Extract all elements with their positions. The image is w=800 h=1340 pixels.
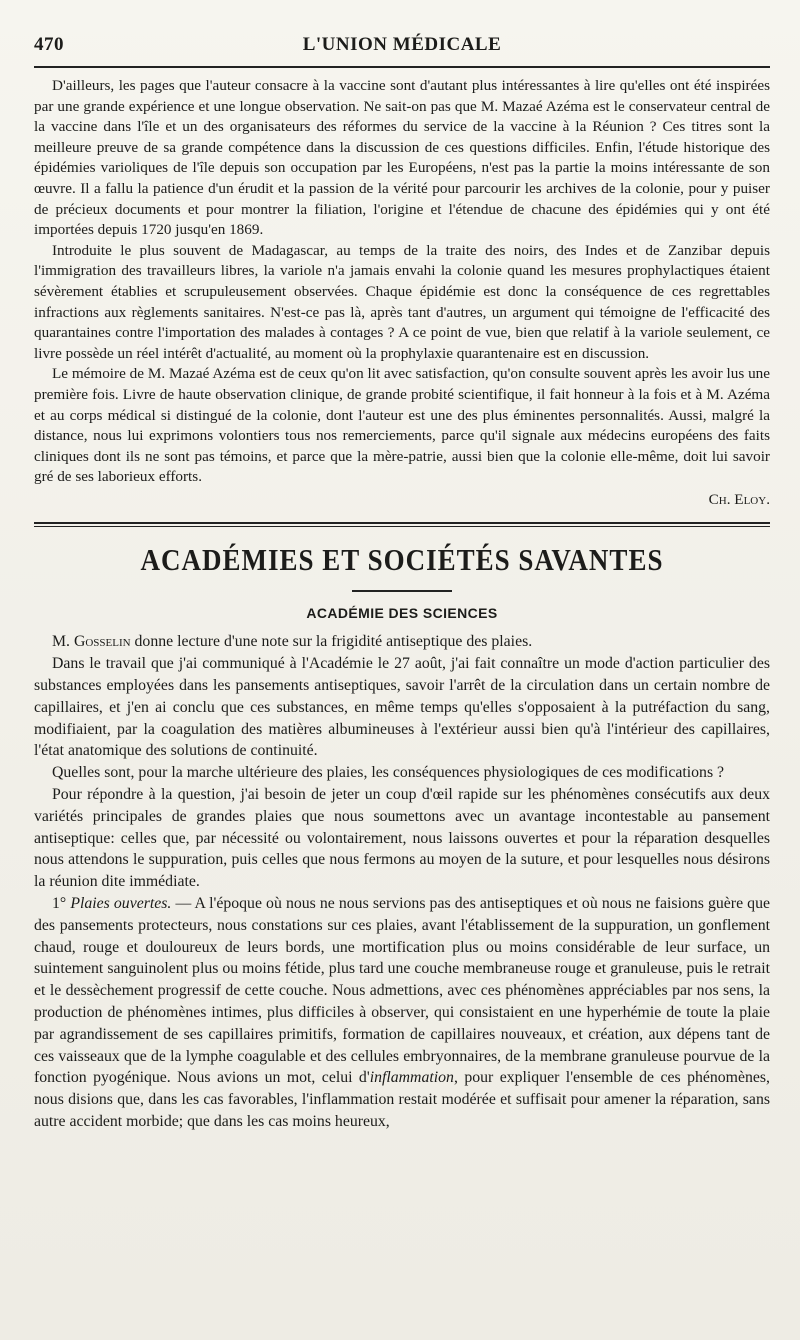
- item-heading: Plaies ouvertes.: [70, 895, 172, 913]
- title-underline: [352, 590, 452, 592]
- review-signature: Ch. Eloy.: [708, 490, 770, 508]
- review-paragraph-2: Introduite le plus souvent de Madagascar, au temps de la traite des noirs, des Indes et de Zanzibar depuis l'immigration des travailleurs libres, la variole n'a jamais envahi la colonie quand les mesures prophylactiques étaient sévèrement établies et scrupuleusement observées. Chaque épidémie est donc la conséquence de ces regrettables infractions aux règlements sanitaires. N'est-ce pas là, après tant d'autres, un argument qui témoigne de l'efficacité des quarantaines contre l'importation des malades à contages ? A ce point de vue, bien que relatif à la variole seulement, ce livre possède un réel intérêt d'actualité, au moment où la prophylaxie quarantenaire est en discussion.: [34, 241, 770, 362]
- subsection-title: ACADÉMIE DES SCIENCES: [306, 605, 498, 622]
- article-paragraph-4: Pour répondre à la question, j'ai besoin de jeter un coup d'œil rapide sur les phénomènes consécutifs aux deux variétés principales de grandes plaies que nous soumettons avec un avantage incontestable au pansement antiseptique: celles que, par nécessité ou volontairement, nous laissons ouvertes et pour la réparation desquelles nous attendons le suppuration, puis celles que nous fermons au moyen de la suture, et pour lesquelles nous désirons la réunion dite immédiate.: [34, 786, 770, 891]
- page-number: 470: [34, 34, 64, 55]
- section-divider-bottom: [34, 526, 770, 527]
- header-rule: [34, 66, 770, 68]
- review-paragraph-1: D'ailleurs, les pages que l'auteur consacre à la vaccine sont d'autant plus intéressantes à lire qu'elles ont été inspirées par une grande expérience et une longue observation. Ne sait-on pas que M. Mazaé Azéma est le conservateur central de la vaccine dans l'île et un des organisateurs des réformes du service de la vaccine à la Réunion ? Ces titres sont la meilleure preuve de sa grande compétence dans la discussion de ces questions difficiles. Enfin, l'étude historique des épidémies varioliques de l'île depuis son occupation par les Européens, n'est pas la partie la moins intéressante de son œuvre. Il a fallu la patience d'un érudit et la passion de la vérité pour parcourir les archives de la colonie, pour y puiser de précieux documents et pour montrer la filiation, l'origine et l'étendue de chacune des épidémies qui y ont été importées depuis 1720 jusqu'en 1869.: [34, 77, 770, 239]
- journal-title: L'UNION MÉDICALE: [302, 34, 502, 55]
- review-paragraph-3: Le mémoire de M. Mazaé Azéma est de ceux qu'on lit avec satisfaction, qu'on consulte souvent après les avoir lus une première fois. Livre de haute observation clinique, de grande probité scientifique, il fait honneur à la fois et à M. Azéma et au corps médical si distingué de la colonie, dont l'auteur est une des plus éminentes personnalités. Aussi, malgré la distance, nous lui exprimons volontiers tous nos remerciements, parce qu'il signale aux médecins européens des faits cliniques dont ils ne sont pas témoins, et parce que la mère-patrie, aussi bien que la colonie elle-même, doit lui savoir gré de ses laborieux efforts.: [34, 365, 770, 486]
- article-paragraph-2: Dans le travail que j'ai communiqué à l'Académie le 27 août, j'ai fait connaître un mode d'action particulier des substances employées dans les pansements antiseptiques, savoir l'arrêt de la circulation dans un certain nombre de capillaires, et j'en ai conclu que ces substances, en même temps qu'elles s'opposaient à la putréfaction du sang, modifiaient, par la coagulation des matières albumineuses à l'extérieur aussi bien qu'à l'intérieur des capillaires, l'état anatomique des solutions de continuité.: [34, 655, 770, 760]
- italic-term: inflammation: [369, 1069, 454, 1087]
- item-number: 1°: [52, 895, 71, 913]
- article-paragraph-5-text-a: — A l'époque où nous ne nous servions pas des antiseptiques et où nous ne faisions guère que des pansements protecteurs, nous constations sur ces plaies, avant l'établissement de la suppuration, un gonflement chaud, rouge et douloureux de leurs bords, une mortification plus ou moins considérable de leur surface, un suintement sanguinolent plus ou moins fétide, plus tard une couche membraneuse rouge et granuleuse, puis le retrait et le dessèchement progressif de cette couche. Nous admettions, avec ces phénomènes appréciables par nos sens, la production de phénomènes intimes, plus difficiles à observer, qui consistaient en une hyperhémie de toute la plaie par agrandissement de ses capillaires primitifs, formation de capillaires nouveaux, et création, aux dépens tant de ces vaisseaux que de la lymphe coagulable et des cellules embryonnaires, de la membrane granuleuse pourvue de la fonction pyogénique. Nous avions un mot, celui d': [34, 895, 770, 1087]
- article-paragraph-1-text: donne lecture d'une note sur la frigidité antiseptique des plaies.: [130, 633, 533, 651]
- book-review: [34, 76, 770, 488]
- section-title: ACADÉMIES ET SOCIÉTÉS SAVANTES: [140, 543, 664, 578]
- article-paragraph-5: [34, 893, 770, 1133]
- article-paragraph-5-text-b: , pour expliquer l'ensemble de ces phénomènes, nous disions que, dans les cas favorables, l'inflammation restait modérée et suffisait pour amener la réparation, sans autre accident morbide; que dans les cas moins heureux,: [34, 1069, 770, 1130]
- running-head: [34, 30, 770, 58]
- article-paragraph-1: [34, 631, 770, 653]
- article-paragraph-3: Quelles sont, pour la marche ultérieure des plaies, les conséquences physiologiques de ces modifications ?: [52, 764, 725, 782]
- academy-article: [34, 631, 770, 1132]
- author-name: M. Gosselin: [52, 633, 131, 651]
- section-divider-top: [34, 522, 770, 524]
